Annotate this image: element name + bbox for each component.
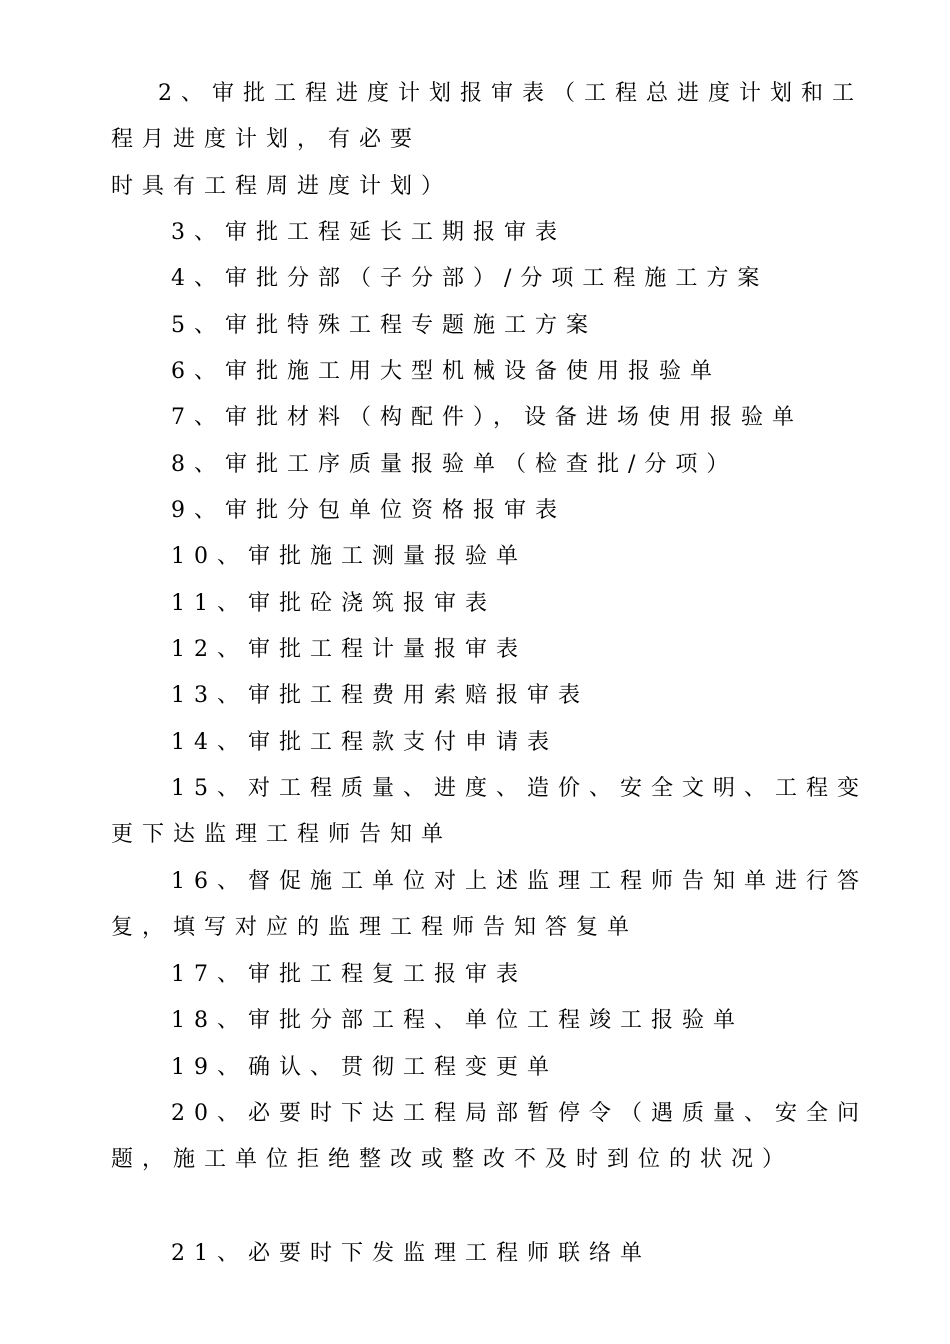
list-item-line: 9、审批分包单位资格报审表 bbox=[171, 498, 566, 523]
list-item-line: 11、审批砼浇筑报审表 bbox=[171, 591, 496, 616]
list-item-line: 15、对工程质量、进度、造价、安全文明、工程变 bbox=[171, 776, 868, 801]
list-item-line: 18、审批分部工程、单位工程竣工报验单 bbox=[171, 1008, 744, 1033]
list-item-line: 4、审批分部（子分部）/分项工程施工方案 bbox=[171, 266, 769, 291]
list-item-line: 2、审批工程进度计划报审表（工程总进度计划和工 bbox=[158, 81, 863, 106]
list-item-line: 12、审批工程计量报审表 bbox=[171, 637, 527, 662]
list-item-line: 20、必要时下达工程局部暂停令（遇质量、安全问 bbox=[171, 1101, 868, 1126]
list-item-line: 7、审批材料（构配件），设备进场使用报验单 bbox=[171, 405, 803, 430]
list-item-line: 题，施工单位拒绝整改或整改不及时到位的状况） bbox=[111, 1147, 794, 1172]
list-item-line: 13、审批工程费用索赔报审表 bbox=[171, 683, 589, 708]
list-item-line: 时具有工程周进度计划） bbox=[111, 174, 453, 199]
list-item-line: 10、审批施工测量报验单 bbox=[171, 544, 527, 569]
list-item-line: 16、督促施工单位对上述监理工程师告知单进行答 bbox=[171, 869, 868, 894]
list-item-line: 6、审批施工用大型机械设备使用报验单 bbox=[171, 359, 721, 384]
list-item-line: 17、审批工程复工报审表 bbox=[171, 962, 527, 987]
list-item-line: 21、必要时下发监理工程师联络单 bbox=[171, 1241, 651, 1266]
list-item-line: 程月进度计划，有必要 bbox=[111, 127, 422, 152]
list-item-line: 复，填写对应的监理工程师告知答复单 bbox=[111, 915, 639, 940]
list-item-line: 19、确认、贯彻工程变更单 bbox=[171, 1055, 558, 1080]
list-item-line: 更下达监理工程师告知单 bbox=[111, 822, 453, 847]
list-item-line: 8、审批工序质量报验单（检查批/分项） bbox=[171, 452, 738, 477]
list-item-line: 14、审批工程款支付申请表 bbox=[171, 730, 558, 755]
list-item-line: 5、审批特殊工程专题施工方案 bbox=[171, 313, 597, 338]
list-item-line: 3、审批工程延长工期报审表 bbox=[171, 220, 566, 245]
